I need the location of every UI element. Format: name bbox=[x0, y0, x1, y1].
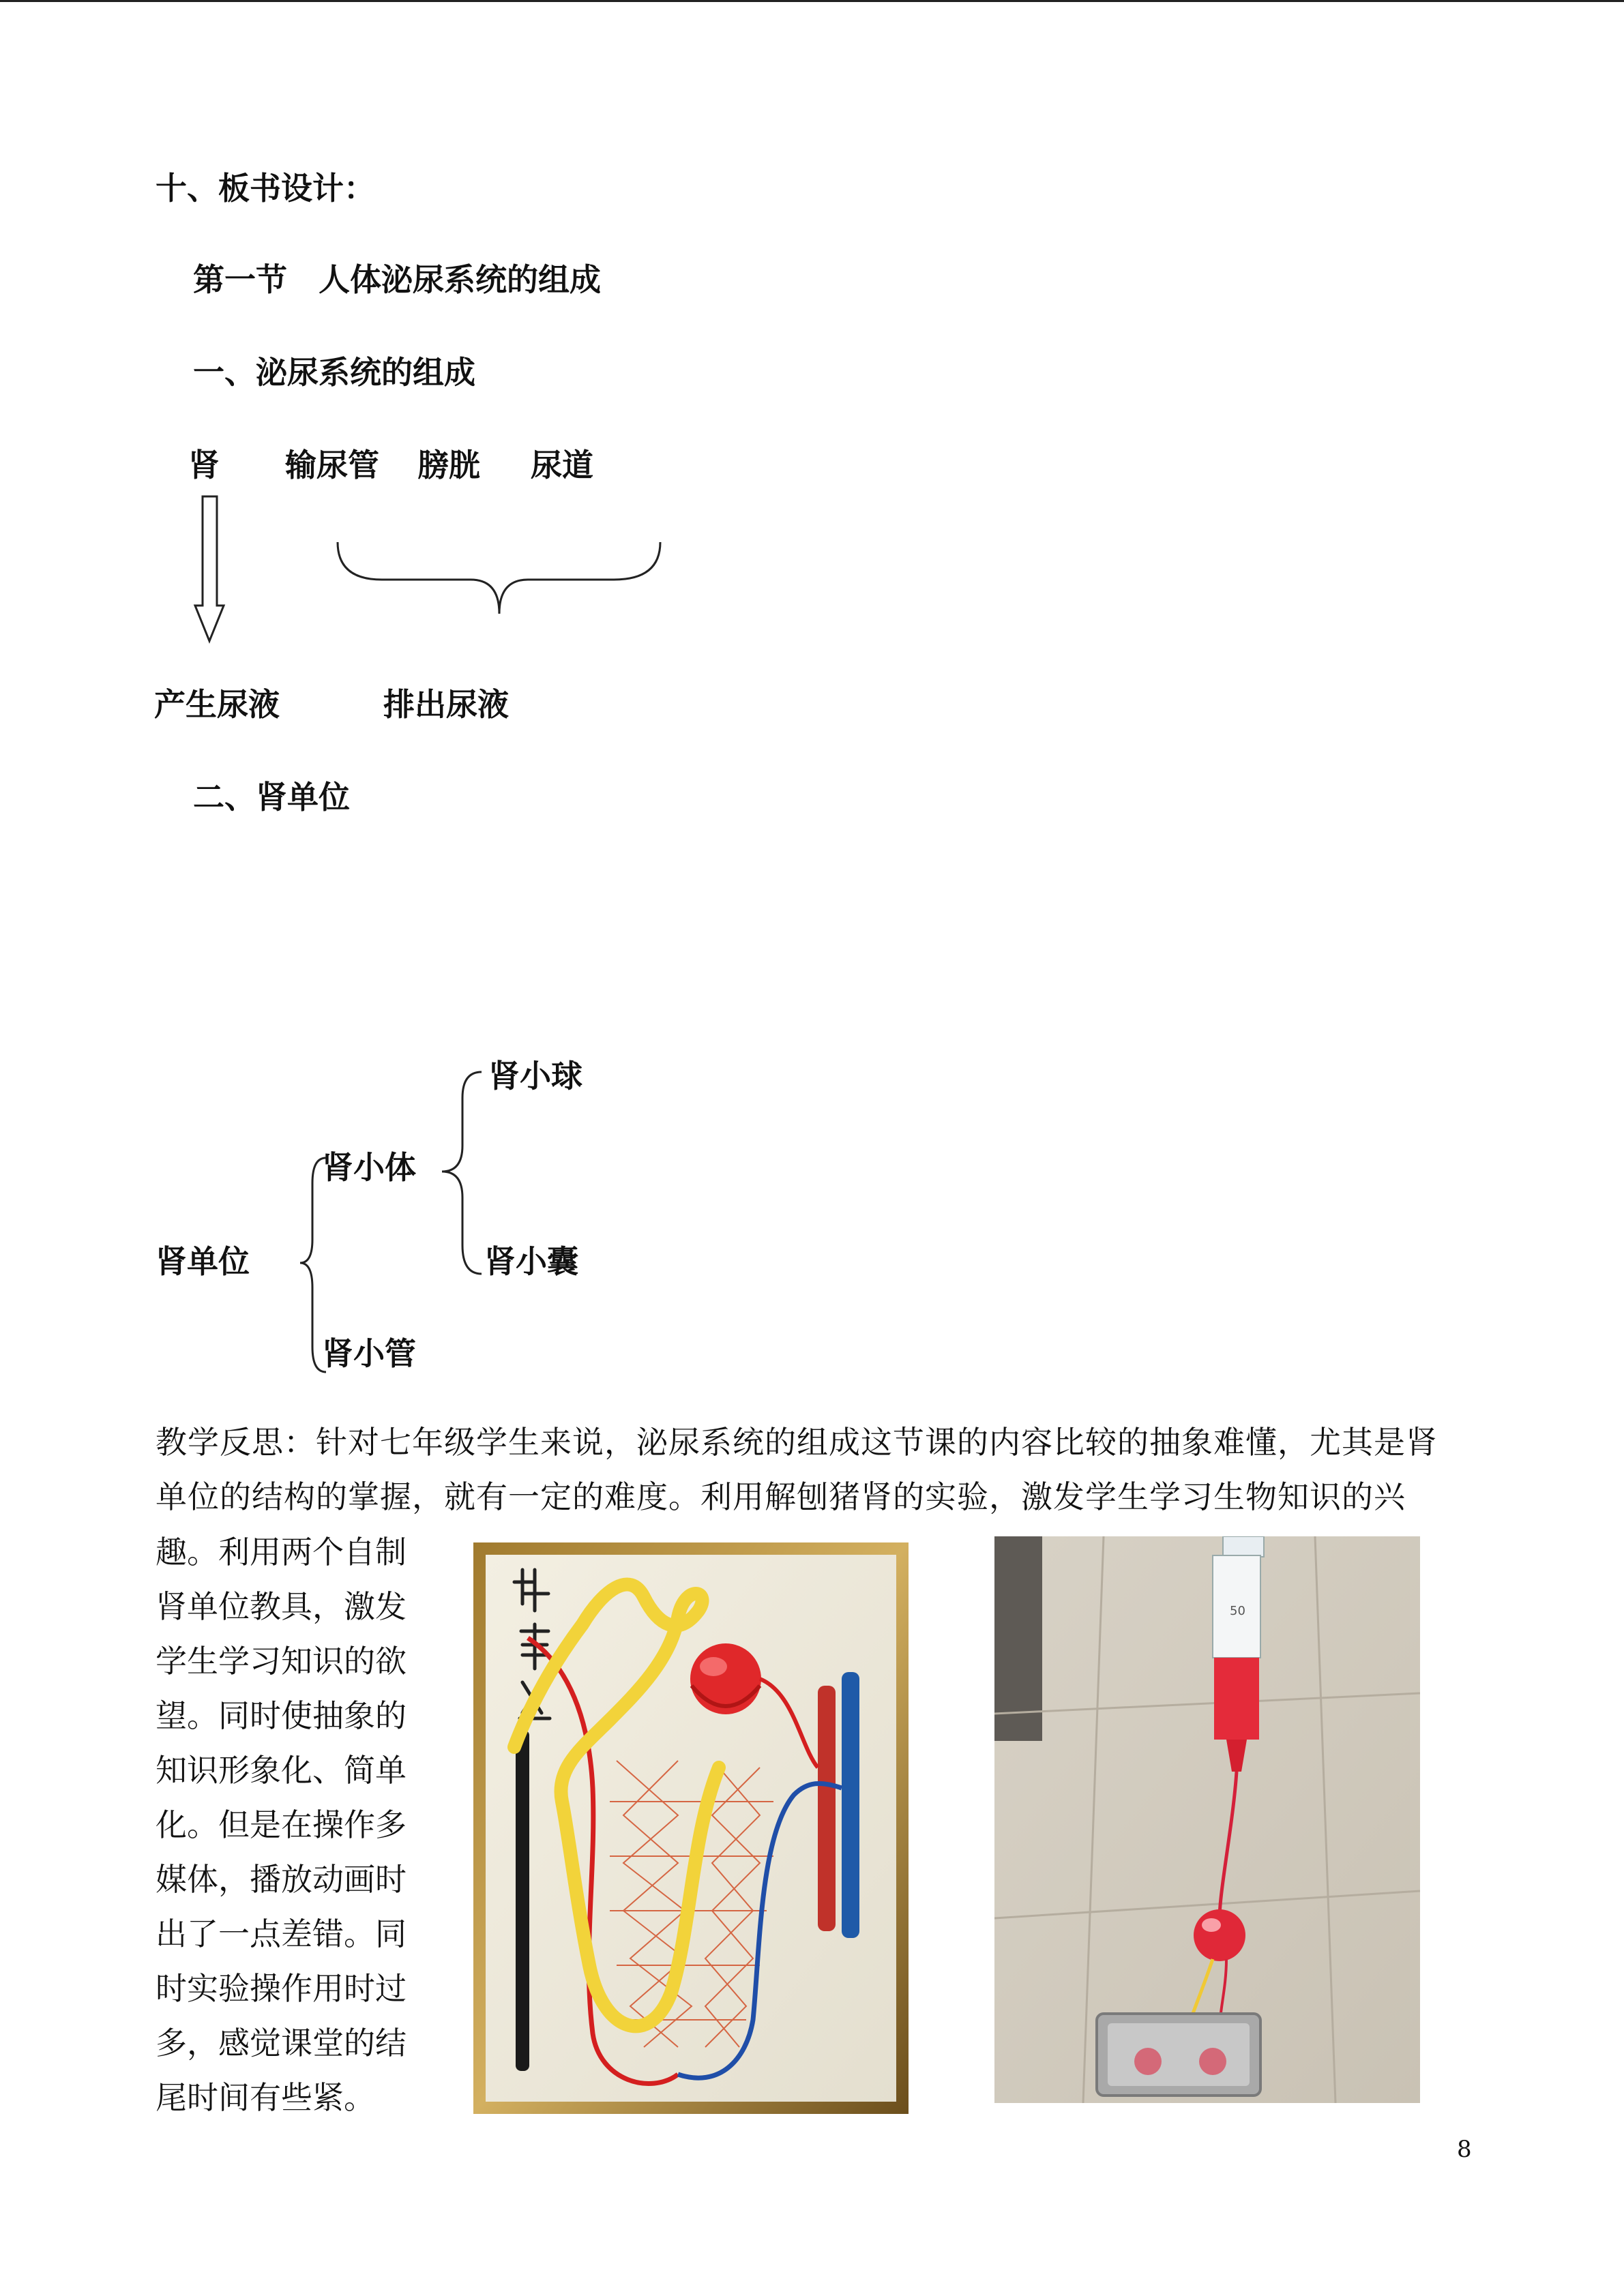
nephron-label: 肾单位 bbox=[156, 1243, 250, 1280]
reflection-side-line: 学生学习知识的欲 bbox=[156, 1643, 407, 1680]
capsule-label: 肾小囊 bbox=[484, 1243, 578, 1280]
organ-urethra: 尿道 bbox=[531, 447, 593, 483]
organ-kidney: 肾 bbox=[188, 447, 220, 483]
reflection-side-line: 知识形象化、简单 bbox=[156, 1752, 407, 1789]
part2-heading: 二、肾单位 bbox=[193, 779, 350, 816]
syringe-experiment-photo bbox=[994, 1536, 1420, 2103]
reflection-side-line: 尾时间有些紧。 bbox=[156, 2079, 375, 2116]
glomerulus-label: 肾小球 bbox=[488, 1058, 582, 1094]
reflection-line2: 单位的结构的掌握，就有一定的难度。利用解刨猪肾的实验，激发学生学习生物知识的兴 bbox=[156, 1478, 1406, 1515]
reflection-side-text bbox=[156, 1525, 407, 2125]
black-tube bbox=[516, 1730, 529, 2071]
excrete-urine-label: 排出尿液 bbox=[383, 686, 509, 723]
nephron-brace bbox=[300, 1158, 326, 1372]
down-arrow-icon bbox=[195, 496, 224, 641]
reflection-side-line: 出了一点差错。同 bbox=[156, 1915, 407, 1952]
horizontal-brace bbox=[338, 542, 660, 614]
organ-ureter: 输尿管 bbox=[285, 447, 379, 483]
glomerulus-ball bbox=[690, 1643, 761, 1714]
section-title: 十、板书设计： bbox=[156, 170, 375, 207]
page-number: 8 bbox=[1457, 2136, 1472, 2163]
reflection-side-line: 望。同时使抽象的 bbox=[156, 1697, 407, 1734]
produce-urine-label: 产生尿液 bbox=[154, 686, 280, 723]
reflection-side-line: 时实验操作用时过 bbox=[156, 1970, 407, 2007]
organ-bladder: 膀胱 bbox=[417, 447, 480, 483]
tubule-label: 肾小管 bbox=[322, 1335, 416, 1372]
glomerulus-ball bbox=[1194, 1909, 1245, 1961]
reflection-side-line: 肾单位教具，激发 bbox=[156, 1588, 407, 1625]
blue-tube bbox=[842, 1672, 859, 1938]
lesson-title: 第一节 人体泌尿系统的组成 bbox=[193, 261, 601, 298]
nephron-model-photo bbox=[473, 1542, 909, 2114]
reflection-side-line: 多，感觉课堂的结 bbox=[156, 2025, 407, 2061]
red-tube bbox=[818, 1686, 836, 1931]
reflection-side-line: 媒体，播放动画时 bbox=[156, 1861, 407, 1898]
reflection-line1: 教学反思：针对七年级学生来说，泌尿系统的组成这节课的内容比较的抽象难懂，尤其是肾 bbox=[156, 1424, 1438, 1461]
syringe-mark: 50 bbox=[1230, 1604, 1245, 1618]
part1-heading: 一、泌尿系统的组成 bbox=[193, 354, 475, 391]
reflection-side-line: 化。但是在操作多 bbox=[156, 1806, 407, 1843]
corpuscle-label: 肾小体 bbox=[322, 1149, 416, 1186]
corpuscle-brace bbox=[442, 1072, 482, 1274]
syringe-icon bbox=[1213, 1536, 1264, 1772]
reflection-side-line: 趣。利用两个自制 bbox=[156, 1534, 407, 1570]
